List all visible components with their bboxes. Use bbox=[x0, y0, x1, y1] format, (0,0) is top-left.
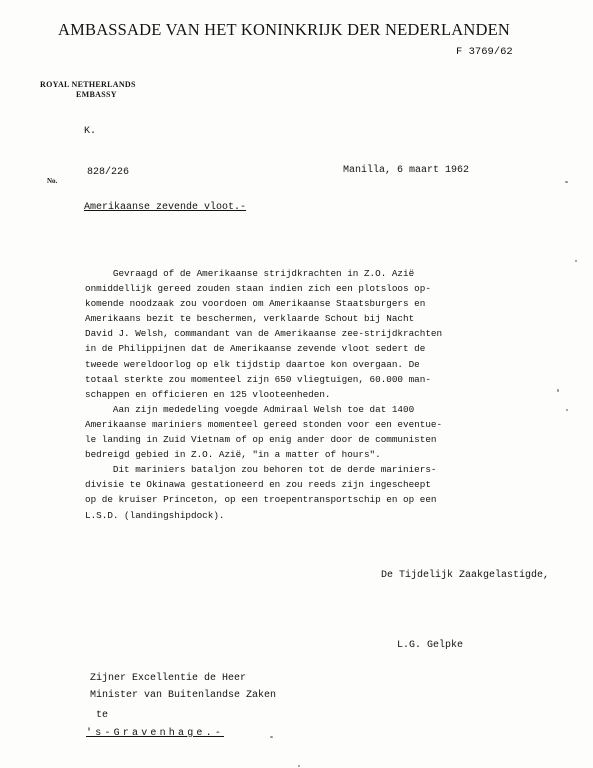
scan-speck bbox=[565, 181, 568, 183]
addressee-line3: te bbox=[96, 710, 109, 721]
addressee-line1: Zijner Excellentie de Heer bbox=[90, 673, 247, 684]
signature-name: L.G. Gelpke bbox=[397, 640, 464, 651]
body-line: divisie te Okinawa gestationeerd en zou reeds zijn ingescheept bbox=[85, 479, 431, 491]
body-line: in de Philippijnen dat de Amerikaanse zevende vloot sedert de bbox=[85, 343, 426, 355]
document-number: 828/226 bbox=[87, 167, 130, 178]
file-reference: F 3769/62 bbox=[456, 46, 513, 58]
embassy-name-line1: ROYAL NETHERLANDS bbox=[40, 80, 136, 89]
body-line: op de kruiser Princeton, op een troepentransportschip en op een bbox=[85, 494, 437, 506]
body-line: Dit mariniers bataljon zou behoren tot de derde mariniers- bbox=[85, 464, 437, 476]
closing-line: De Tijdelijk Zaakgelastigde, bbox=[381, 570, 550, 581]
date-line: Manilla, 6 maart 1962 bbox=[343, 165, 470, 176]
body-line: schappen en officieren en 125 vlooteenheden. bbox=[85, 388, 331, 400]
subject-line: Amerikaanse zevende vloot.- bbox=[84, 202, 247, 213]
addressee-line2: Minister van Buitenlandse Zaken bbox=[90, 690, 277, 701]
body-line: bedreigd gebied in Z.O. Azië, "in a matter of hours". bbox=[85, 449, 381, 461]
body-line: totaal sterkte zou momenteel zijn 650 vliegtuigen, 60.000 man- bbox=[85, 373, 431, 385]
body-line: Amerikaans bezit te beschermen, verklaarde Schout bij Nacht bbox=[85, 313, 415, 325]
body-line: komende noodzaak zou voordoen om Amerikaanse Staatsburgers en bbox=[85, 298, 426, 310]
body-line: Gevraagd of de Amerikaanse strijdkrachten in Z.O. Azië bbox=[85, 268, 415, 279]
letterhead-title: AMBASSADE VAN HET KONINKRIJK DER NEDERLANDEN bbox=[58, 20, 511, 39]
scan-speck bbox=[566, 409, 568, 411]
body-line: tweede wereldoorlog op elk tijdstip daartoe kon overgaan. De bbox=[85, 358, 420, 370]
body-line: David J. Welsh, commandant van de Amerikaanse zee-strijdkrachten bbox=[85, 328, 443, 340]
number-label: No. bbox=[47, 177, 58, 185]
scan-speck bbox=[575, 260, 577, 262]
letter-body bbox=[85, 266, 565, 523]
body-line: Aan zijn mededeling voegde Admiraal Welsh toe dat 1400 bbox=[85, 403, 415, 415]
k-mark: K. bbox=[84, 126, 97, 137]
embassy-name-line2: EMBASSY bbox=[76, 90, 117, 99]
addressee-city: 's-Gravenhage.- bbox=[86, 728, 225, 739]
body-line: Amerikaanse mariniers momenteel gereed stonden voor een eventue- bbox=[85, 418, 443, 430]
body-line: onmiddellijk gereed zouden staan indien zich een plotsloos op- bbox=[85, 283, 431, 295]
body-line: L.S.D. (landingshipdock). bbox=[85, 509, 225, 521]
scan-speck bbox=[557, 389, 559, 392]
scan-speck bbox=[270, 736, 273, 738]
scan-speck bbox=[298, 765, 300, 767]
body-line: le landing in Zuid Vietnam of op enig ander door de communisten bbox=[85, 434, 437, 446]
